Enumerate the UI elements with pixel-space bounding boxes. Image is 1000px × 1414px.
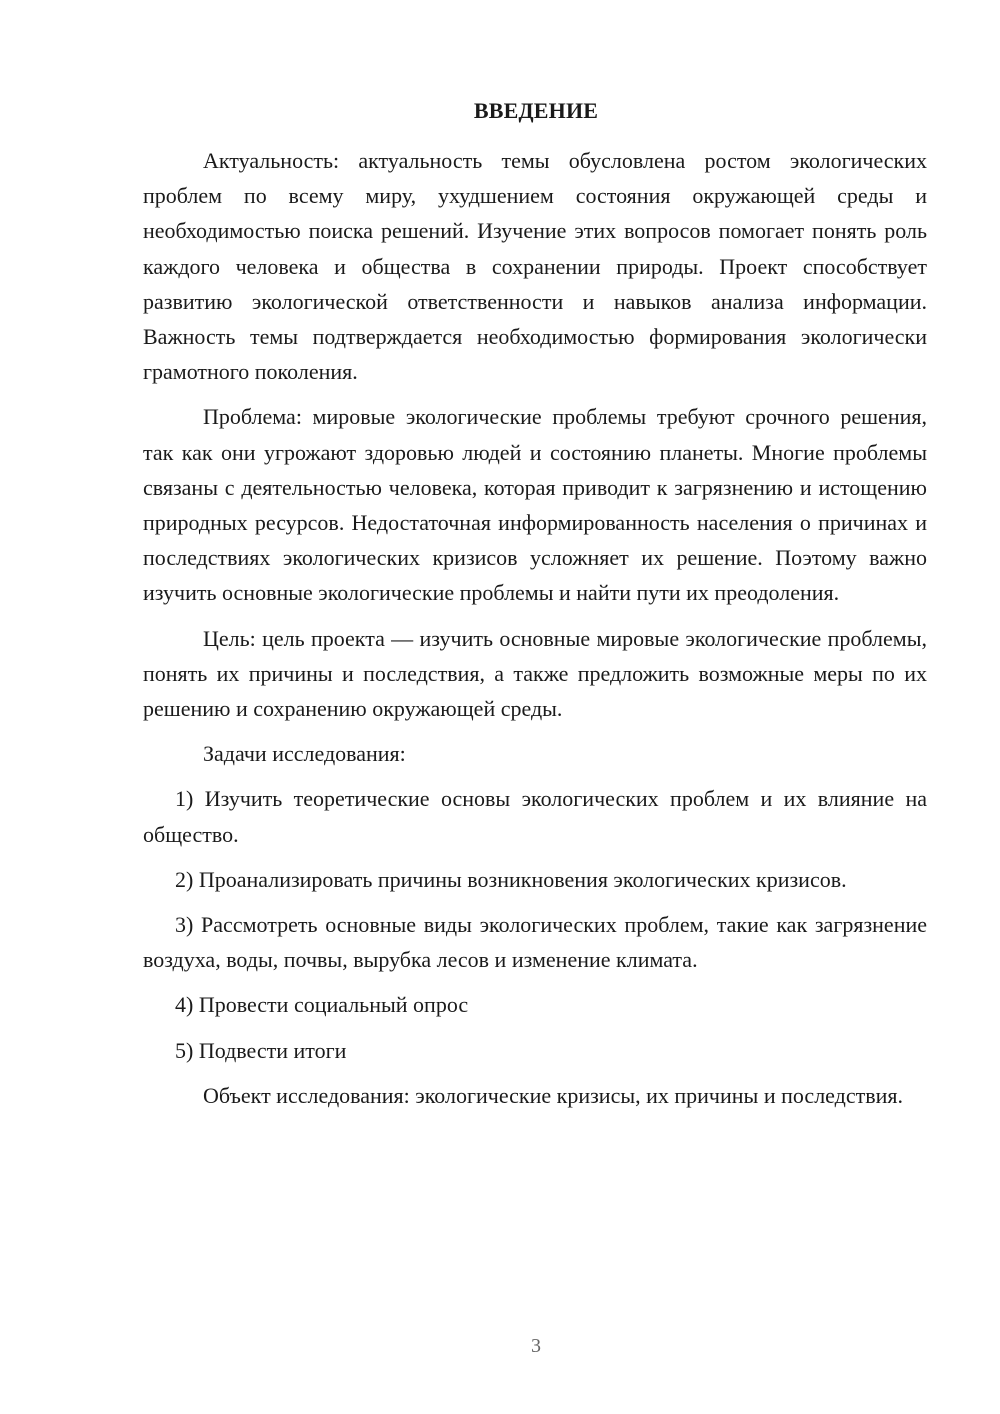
page-title: ВВЕДЕНИЕ: [473, 98, 599, 123]
task-item-1: 1) Изучить теоретические основы экологических проблем и их влияние на общество.: [143, 786, 927, 847]
task-item-4: 4) Провести социальный опрос: [175, 992, 469, 1018]
paragraph-goal: Цель: цель проекта — изучить основные мировые экологические проблемы, понять их причины и последствия, а также предложить возможные меры по их решению и сохранению окружающей среды.: [143, 625, 927, 722]
document-body: [143, 143, 927, 1123]
task-item-2: 2) Проанализировать причины возникновения экологических кризисов.: [175, 866, 847, 892]
paragraph-relevance: Актуальность: актуальность темы обусловлена ростом экологических проблем по всему миру, ухудшением состояния окружающей среды и необходимостью поиска решений. Изучение этих вопросов помогает понять роль каждого человека и общества в сохранении природы. Проект способствует развитию экологической ответственности и навыков анализа информации. Важность темы подтверждается необходимостью формирования экологически грамотного поколения.: [143, 148, 927, 385]
paragraph-problem: Проблема: мировые экологические проблемы требуют срочного решения, так как они угрожают здоровью людей и состоянию планеты. Многие проблемы связаны с деятельностью человека, которая приводит к загрязнению и истощению природных ресурсов. Недостаточная информированность населения о причинах и последствиях экологических кризисов усложняет их решение. Поэтому важно изучить основные экологические проблемы и найти пути их преодоления.: [143, 404, 927, 606]
paragraph-tasks-heading: Задачи исследования:: [203, 741, 406, 767]
task-item-5: 5) Подвести итоги: [175, 1037, 347, 1063]
page-number: 3: [531, 1335, 541, 1357]
task-item-3: 3) Рассмотреть основные виды экологических проблем, такие как загрязнение воздуха, воды, почвы, вырубка лесов и изменение климата.: [143, 912, 927, 973]
paragraph-object: Объект исследования: экологические кризисы, их причины и последствия.: [203, 1082, 903, 1108]
